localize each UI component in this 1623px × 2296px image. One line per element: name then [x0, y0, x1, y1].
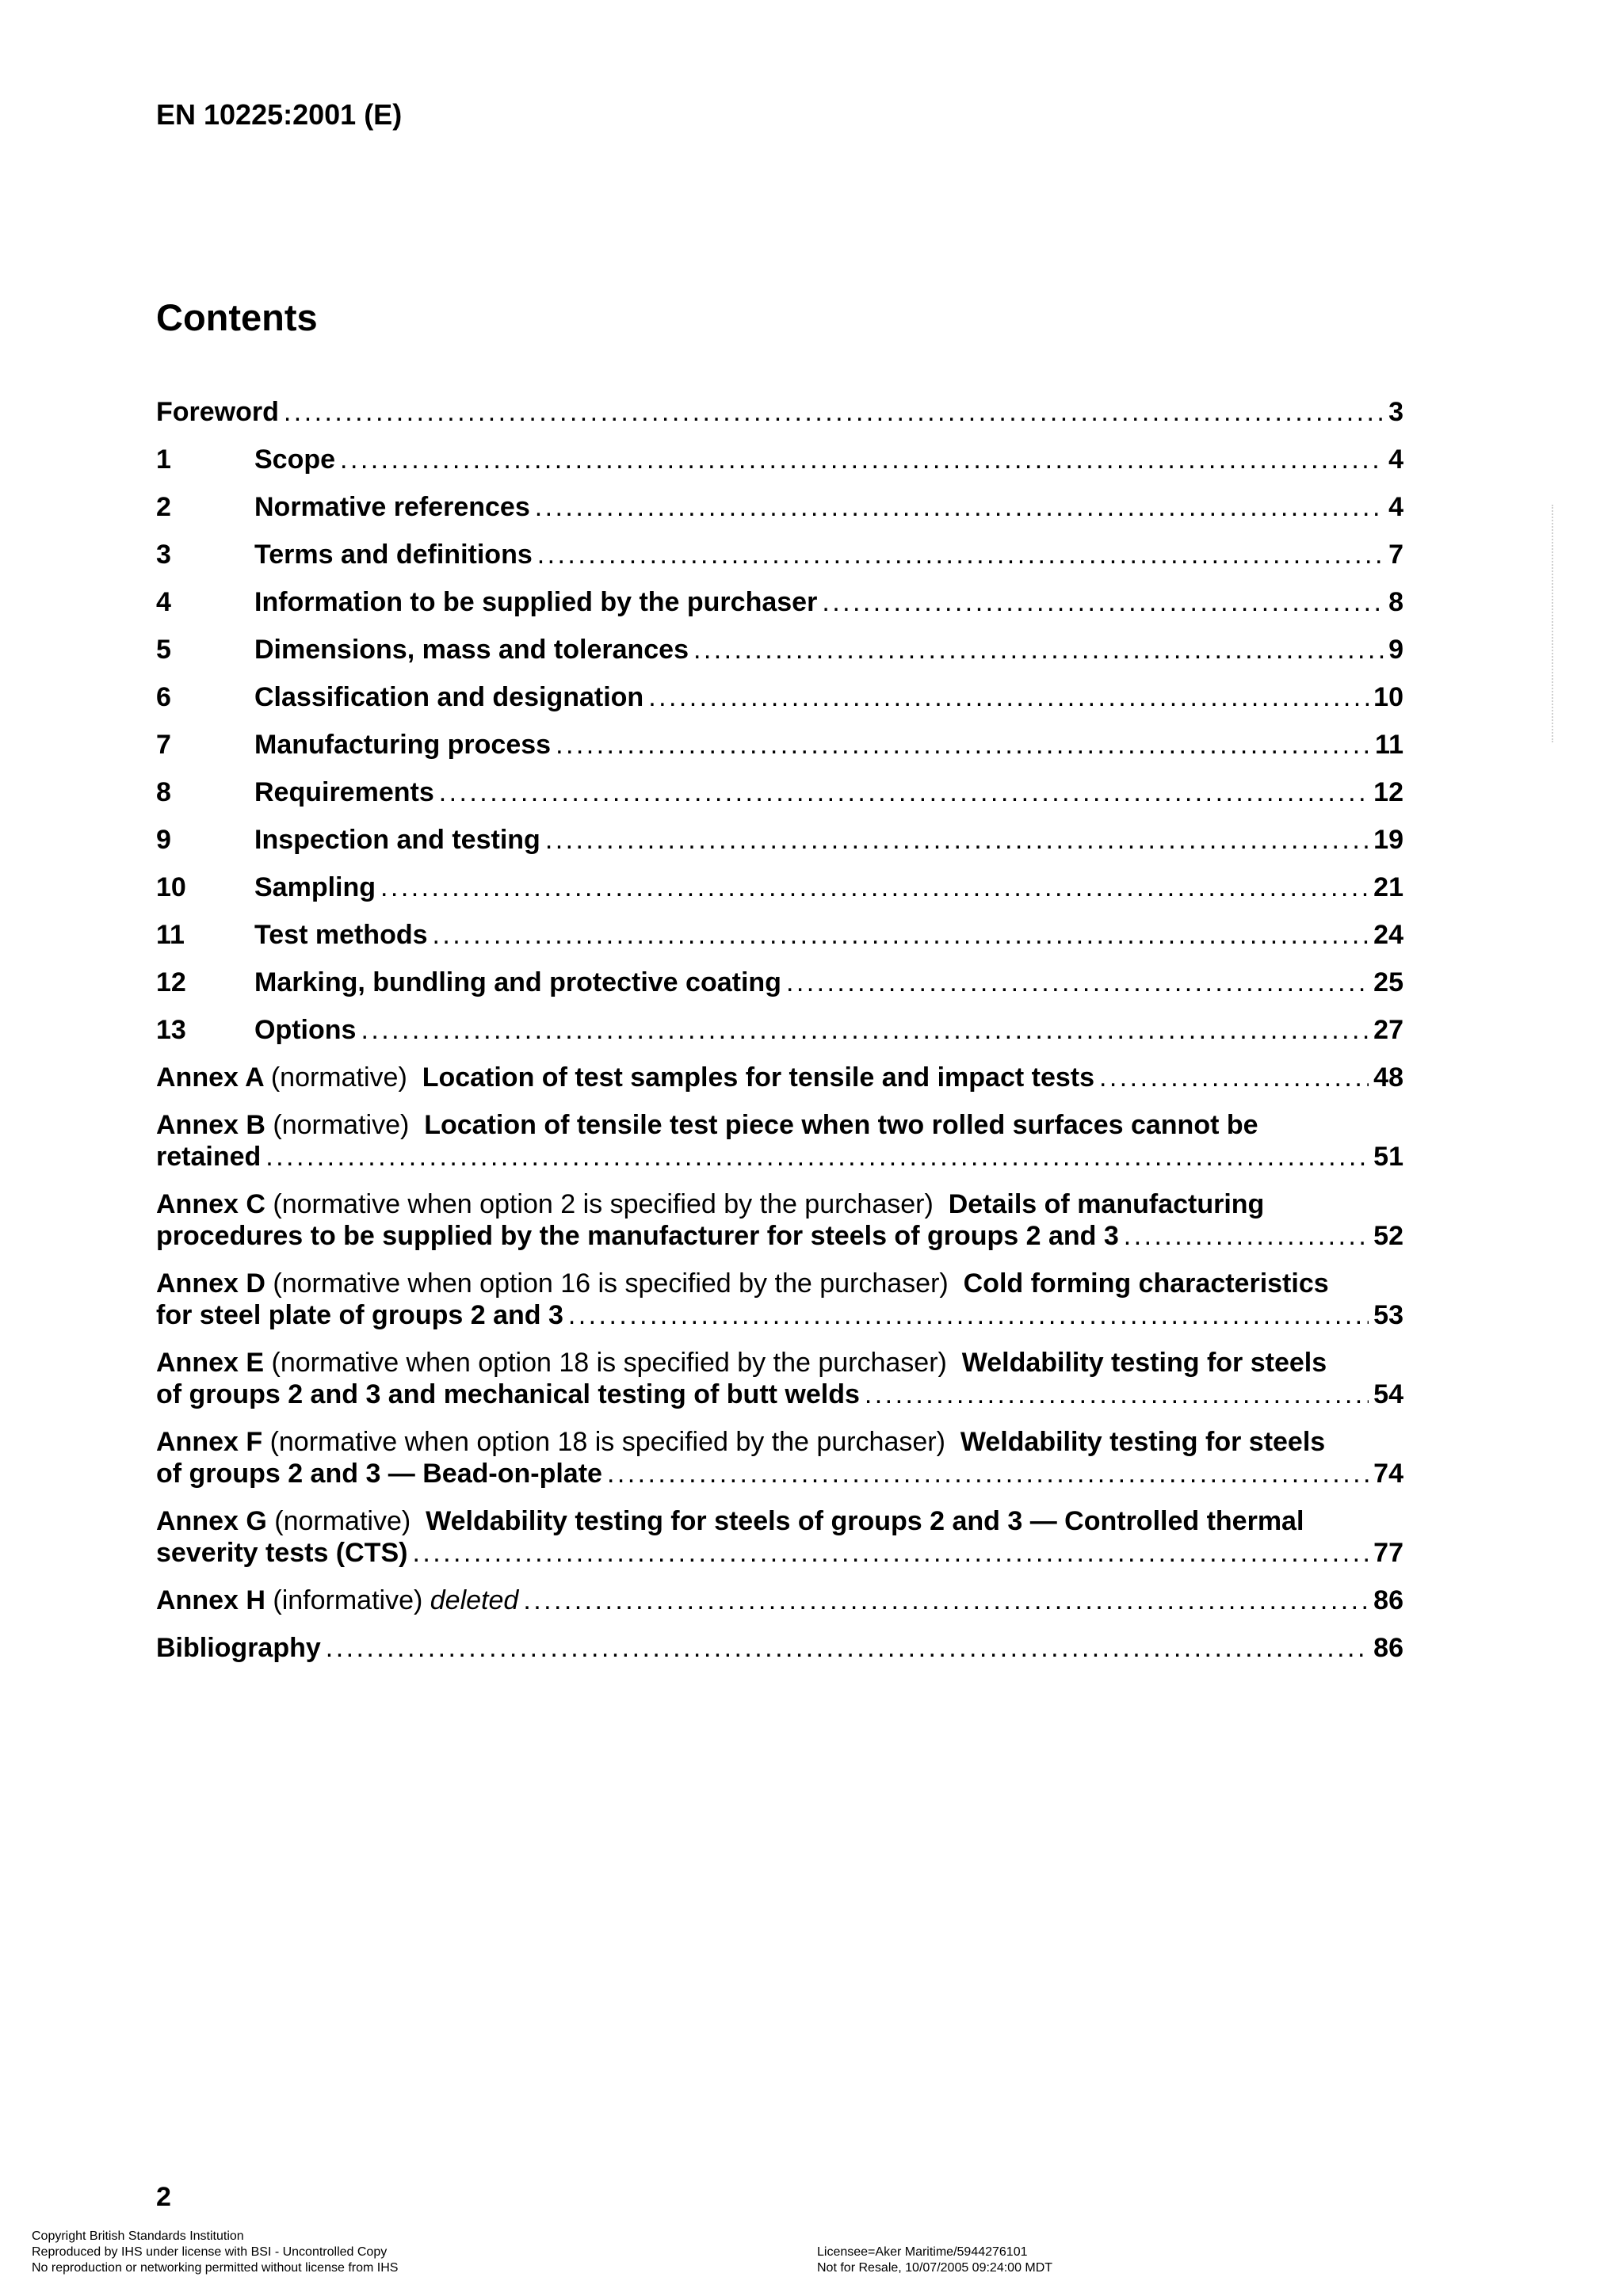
dot-leader	[865, 1379, 1369, 1410]
annex-qualifier: (normative when option 18 is specified by the purchaser)	[269, 1427, 945, 1457]
toc-entry-number: 10	[156, 872, 186, 902]
toc-entry-title: Sampling	[254, 872, 376, 902]
dot-leader	[786, 967, 1369, 998]
toc-entry-page: 86	[1373, 1585, 1403, 1615]
annex-label: Annex F	[156, 1427, 263, 1457]
toc-entry-page: 48	[1373, 1062, 1403, 1093]
footer-line: Copyright British Standards Institution	[32, 2229, 244, 2243]
annex-title: Location of tensile test piece when two rolled surfaces cannot be	[424, 1110, 1258, 1140]
annex-title: Weldability testing for steels of groups 2 and 3 — Controlled thermal	[426, 1506, 1304, 1536]
toc-entry-number: 1	[156, 444, 171, 475]
toc-entry-title: Requirements	[254, 777, 434, 807]
toc-entry-number: 2	[156, 492, 171, 522]
toc-entry-number: 5	[156, 635, 171, 665]
annex-title: Weldability testing for steels	[960, 1427, 1326, 1457]
annex-title-continued: for steel plate of groups 2 and 3	[156, 1300, 563, 1330]
toc-entry-page: 86	[1373, 1633, 1403, 1663]
annex-label: Annex H	[156, 1585, 265, 1615]
toc-entry-requirements[interactable]	[156, 776, 1403, 808]
dot-leader	[1124, 1220, 1369, 1252]
footer-license	[817, 2245, 1052, 2276]
toc-entry-classification[interactable]	[156, 681, 1403, 713]
toc-entry-page: 10	[1373, 682, 1403, 712]
toc-entry-manufacturing-process[interactable]	[156, 729, 1403, 761]
dot-leader	[607, 1458, 1369, 1489]
dot-leader	[361, 1014, 1369, 1046]
toc-entry-title: Normative references	[254, 492, 530, 522]
toc-entry-number: 4	[156, 587, 171, 617]
toc-entry-information-supplied[interactable]	[156, 586, 1403, 618]
dot-leader	[545, 824, 1369, 856]
annex-label: Annex C	[156, 1189, 265, 1219]
toc-entry-number: 3	[156, 540, 171, 570]
toc-entry-terms-and-definitions[interactable]	[156, 539, 1403, 570]
footer-line: Not for Resale, 10/07/2005 09:24:00 MDT	[817, 2261, 1053, 2275]
footer-line: Licensee=Aker Maritime/5944276101	[817, 2245, 1028, 2259]
toc-entry-options[interactable]	[156, 1014, 1403, 1046]
dot-leader	[439, 776, 1369, 808]
toc-entry-dimensions[interactable]	[156, 634, 1403, 666]
toc-entry-page: 27	[1373, 1015, 1403, 1045]
toc-entry-annex-e[interactable]	[156, 1347, 1403, 1410]
annex-label: Annex G	[156, 1506, 267, 1536]
toc-entry-page: 74	[1373, 1459, 1403, 1489]
toc-entry-page: 9	[1388, 635, 1403, 665]
annex-label: Annex D	[156, 1268, 265, 1299]
margin-watermark	[1552, 505, 1560, 742]
toc-entry-page: 54	[1373, 1379, 1403, 1409]
dot-leader	[523, 1585, 1369, 1616]
toc-entry-annex-g[interactable]	[156, 1505, 1403, 1569]
toc-entry-number: 13	[156, 1015, 186, 1045]
toc-entry-annex-f[interactable]	[156, 1426, 1403, 1489]
dot-leader	[822, 586, 1384, 618]
annex-title: deleted	[430, 1585, 519, 1615]
toc-entry-page: 19	[1373, 825, 1403, 855]
toc-entry-page: 51	[1373, 1142, 1403, 1172]
dot-leader	[535, 491, 1384, 523]
annex-qualifier: (normative)	[273, 1110, 410, 1140]
toc-entry-page: 77	[1373, 1538, 1403, 1568]
toc-entry-annex-b[interactable]	[156, 1109, 1403, 1173]
toc-entry-number: 8	[156, 777, 171, 807]
dot-leader	[693, 634, 1384, 666]
footer-line: No reproduction or networking permitted without license from IHS	[32, 2261, 399, 2275]
toc-entry-inspection-testing[interactable]	[156, 824, 1403, 856]
toc-entry-number: 7	[156, 730, 171, 760]
toc-entry-annex-d[interactable]	[156, 1268, 1403, 1331]
toc-entry-page: 4	[1388, 492, 1403, 522]
toc-entry-normative-references[interactable]	[156, 491, 1403, 523]
dot-leader	[380, 871, 1369, 903]
dot-leader	[568, 1299, 1369, 1331]
toc-entry-title: Marking, bundling and protective coating	[254, 967, 781, 997]
toc-entry-number: 6	[156, 682, 171, 712]
annex-label: Annex B	[156, 1110, 265, 1140]
annex-title-continued: of groups 2 and 3 and mechanical testing of butt welds	[156, 1379, 860, 1409]
toc-entry-title: Test methods	[254, 920, 428, 950]
dot-leader	[648, 681, 1369, 713]
dot-leader	[412, 1537, 1369, 1569]
toc-entry-page: 4	[1388, 444, 1403, 475]
annex-title-continued: procedures to be supplied by the manufacturer for steels of groups 2 and 3	[156, 1221, 1119, 1251]
annex-title-continued: severity tests (CTS)	[156, 1538, 408, 1568]
dot-leader	[265, 1141, 1369, 1173]
toc-entry-annex-c[interactable]	[156, 1188, 1403, 1252]
dot-leader	[284, 396, 1384, 428]
dot-leader	[326, 1632, 1369, 1664]
toc-entry-page: 53	[1373, 1300, 1403, 1330]
toc-entry-sampling[interactable]	[156, 871, 1403, 903]
footer-line: Reproduced by IHS under license with BSI - Uncontrolled Copy	[32, 2245, 388, 2259]
toc-entry-bibliography[interactable]	[156, 1632, 1403, 1664]
toc-entry-title: Information to be supplied by the purchaser	[254, 587, 818, 617]
toc-entry-foreword[interactable]	[156, 396, 1403, 428]
annex-label: Annex A	[156, 1062, 264, 1093]
annex-title-continued: of groups 2 and 3 — Bead-on-plate	[156, 1459, 602, 1489]
annex-qualifier: (normative when option 16 is specified by the purchaser)	[273, 1268, 949, 1299]
toc-entry-title: Inspection and testing	[254, 825, 540, 855]
toc-entry-number: 12	[156, 967, 186, 997]
annex-title-continued: retained	[156, 1142, 262, 1172]
toc-entry-title: Dimensions, mass and tolerances	[254, 635, 689, 665]
annex-qualifier: (normative when option 18 is specified by the purchaser)	[271, 1348, 947, 1378]
annex-title: Location of test samples for tensile and impact tests	[422, 1062, 1094, 1093]
toc-entry-marking[interactable]	[156, 967, 1403, 998]
toc-entry-page: 3	[1388, 397, 1403, 427]
toc-entry-scope[interactable]	[156, 444, 1403, 475]
annex-title: Cold forming characteristics	[963, 1268, 1329, 1299]
toc-entry-title: Foreword	[156, 397, 279, 427]
toc-entry-title: Options	[254, 1015, 357, 1045]
toc-entry-number: 11	[156, 920, 185, 950]
toc-entry-page: 52	[1373, 1221, 1403, 1251]
toc-entry-title: Terms and definitions	[254, 540, 533, 570]
annex-qualifier: (normative)	[270, 1062, 407, 1093]
toc-entry-title: Scope	[254, 444, 336, 475]
toc-entry-page: 21	[1373, 872, 1403, 902]
toc-entry-title: Bibliography	[156, 1633, 321, 1663]
dot-leader	[340, 444, 1384, 475]
toc-entry-page: 25	[1373, 967, 1403, 997]
dot-leader	[433, 919, 1369, 951]
annex-qualifier: (normative)	[274, 1506, 411, 1536]
annex-qualifier: (normative when option 2 is specified by the purchaser)	[273, 1189, 934, 1219]
toc-entry-title: Classification and designation	[254, 682, 644, 712]
toc-entry-page: 24	[1373, 920, 1403, 950]
document-id-header: EN 10225:2001 (E)	[156, 98, 403, 131]
dot-leader	[537, 539, 1384, 570]
annex-title: Weldability testing for steels	[961, 1348, 1327, 1378]
toc-entry-test-methods[interactable]	[156, 919, 1403, 951]
toc-entry-annex-a[interactable]	[156, 1062, 1403, 1093]
toc-entry-page: 11	[1375, 730, 1403, 760]
toc-entry-annex-h[interactable]	[156, 1585, 1403, 1616]
annex-label: Annex E	[156, 1348, 265, 1378]
toc-entry-number: 9	[156, 825, 171, 855]
annex-qualifier: (informative)	[273, 1585, 423, 1615]
contents-title: Contents	[156, 296, 318, 338]
page-number: 2	[156, 2182, 171, 2212]
toc-entry-page: 12	[1373, 777, 1403, 807]
footer-copyright	[32, 2229, 398, 2276]
table-of-contents	[156, 396, 1403, 1663]
toc-entry-title: Manufacturing process	[254, 730, 552, 760]
annex-title: Details of manufacturing	[948, 1189, 1265, 1219]
dot-leader	[556, 729, 1370, 761]
toc-entry-page: 7	[1388, 540, 1403, 570]
toc-entry-page: 8	[1388, 587, 1403, 617]
dot-leader	[1099, 1062, 1369, 1093]
